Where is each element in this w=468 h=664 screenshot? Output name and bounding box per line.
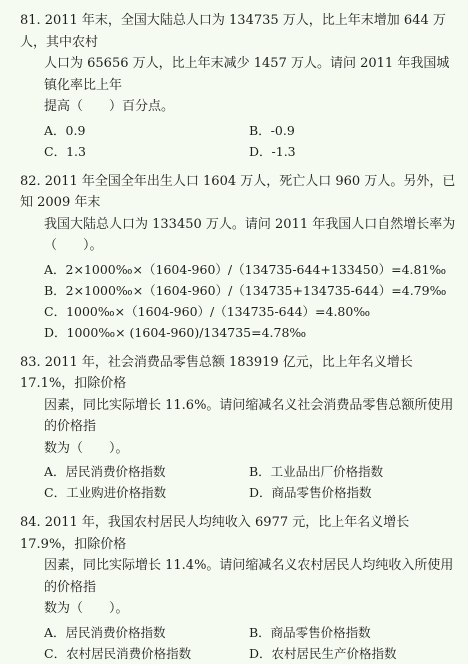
stem-line: 人口为 65656 万人，比上年末减少 1457 万人。请问 2011 年我国城镇化率比上年 <box>44 56 450 93</box>
stem-line: 数为（ ）。 <box>44 440 129 456</box>
question-82 <box>20 171 458 343</box>
question-stem <box>20 352 458 460</box>
option-c[interactable]: C．工业购进价格指数 <box>44 485 167 500</box>
question-number: 81. <box>20 13 41 28</box>
option-a[interactable]: A．居民消费价格指数 <box>44 464 166 479</box>
stem-line: 2011 年末，全国大陆总人口为 134735 万人，比上年末增加 644 万人，其中农村 <box>20 13 446 50</box>
question-81 <box>20 10 458 162</box>
question-stem <box>20 512 458 620</box>
option-list <box>20 259 458 343</box>
question-number: 82. <box>20 173 41 189</box>
stem-line: 因素，同比实际增长 11.4%。请问缩减名义农村居民人均纯收入所使用的价格指 <box>44 558 454 595</box>
option-list <box>20 622 458 664</box>
option-a[interactable]: A．居民消费价格指数 <box>44 624 166 640</box>
question-stem <box>20 171 458 257</box>
stem-line: 提高（ ）百分点。 <box>44 99 175 114</box>
stem-line: 我国大陆总人口为 133450 万人。请问 2011 年我国人口自然增长率为（ ）。 <box>44 216 456 253</box>
question-number: 84. <box>20 515 41 530</box>
question-83 <box>20 352 458 504</box>
option-b[interactable]: B．-0.9 <box>249 122 295 138</box>
question-stem <box>20 10 458 118</box>
question-84 <box>20 512 458 664</box>
option-d[interactable]: D．1000‰× (1604-960)/134735=4.78‰ <box>44 324 307 340</box>
option-c[interactable]: C．1.3 <box>44 143 86 159</box>
option-a[interactable]: A．0.9 <box>44 122 86 138</box>
question-number: 83. <box>20 354 41 370</box>
stem-line: 2011 年全国全年出生人口 1604 万人，死亡人口 960 万人。另外，已知 2009 年末 <box>20 173 456 210</box>
stem-line: 2011 年，我国农村居民人均纯收入 6977 元，比上年名义增长 17.9%，扣除价格 <box>20 515 410 552</box>
option-c[interactable]: C．农村居民消费价格指数 <box>44 645 192 661</box>
option-d[interactable]: D．-1.3 <box>249 143 296 159</box>
stem-line: 2011 年，社会消费品零售总额 183919 亿元，比上年名义增长 17.1%，扣除价格 <box>20 354 413 391</box>
option-d[interactable]: D．农村居民生产价格指数 <box>249 645 397 661</box>
option-b[interactable]: B．工业品出厂价格指数 <box>249 464 384 479</box>
option-a[interactable]: A．2×1000‰×（1604-960）/（134735-644+133450）=4.81‰ <box>44 261 447 277</box>
stem-line: 数为（ ）。 <box>44 601 129 616</box>
option-b[interactable]: B．商品零售价格指数 <box>249 624 371 640</box>
option-b[interactable]: B．2×1000‰×（1604-960）/（134735+134735-644）=4.79‰ <box>44 282 447 298</box>
stem-line: 因素，同比实际增长 11.6%。请问缩减名义社会消费品零售总额所使用的价格指 <box>44 397 454 434</box>
option-c[interactable]: C．1000‰×（1604-960）/（134735-644）=4.80‰ <box>44 303 371 319</box>
option-d[interactable]: D．商品零售价格指数 <box>249 485 372 500</box>
option-list <box>20 461 458 503</box>
option-list <box>20 120 458 162</box>
